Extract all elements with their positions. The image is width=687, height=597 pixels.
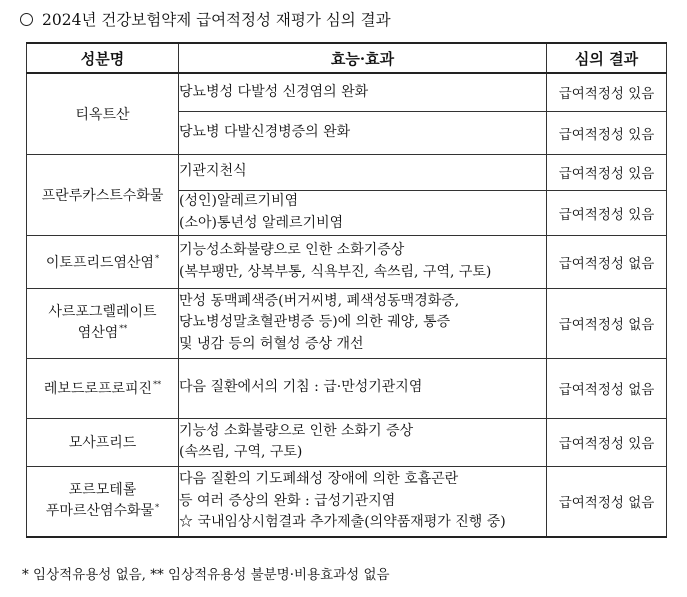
table-row — [27, 288, 667, 358]
efficacy-cell — [179, 235, 547, 288]
efficacy-line: 기능성 소화불량으로 인한 소화기 증상 — [179, 422, 414, 439]
table-row — [27, 418, 667, 466]
efficacy-cell — [179, 190, 547, 235]
ingredient-name: 레보드로프로피진 — [43, 381, 153, 397]
efficacy-line: 및 냉감 등의 허혈성 증상 개선 — [179, 335, 364, 352]
circle-bullet-icon — [20, 13, 33, 26]
efficacy-line: (소아)통년성 알레르기비염 — [179, 214, 344, 231]
efficacy-line: (복부팽만, 상복부통, 식욕부진, 속쓰림, 구역, 구토) — [179, 263, 492, 280]
result-cell: 급여적정성 없음 — [547, 466, 667, 537]
footnote-mark: * — [155, 253, 160, 263]
ingredient-name: 사르포그렐레이트 — [48, 303, 157, 320]
review-results-table — [26, 42, 667, 538]
result-cell: 급여적정성 있음 — [547, 154, 667, 190]
title-text: 2024년 건강보험약제 급여적정성 재평가 심의 결과 — [42, 11, 391, 29]
ingredient-cell — [27, 288, 179, 358]
header-ingredient: 성분명 — [27, 43, 179, 73]
efficacy-line: 당뇨병성말초혈관병증 등)에 의한 궤양, 통증 — [179, 314, 451, 331]
ingredient-cell — [27, 466, 179, 537]
table-row — [27, 358, 667, 418]
result-cell: 급여적정성 없음 — [547, 235, 667, 288]
result-cell: 급여적정성 없음 — [547, 288, 667, 358]
ingredient-name: 모사프리드 — [68, 435, 137, 451]
header-efficacy: 효능·효과 — [179, 43, 547, 73]
table-row — [27, 73, 667, 111]
efficacy-line: 당뇨병 다발신경병증의 완화 — [179, 123, 351, 140]
ingredient-cell — [27, 154, 179, 235]
table-row — [27, 235, 667, 288]
ingredient-name: 이토프리드염산염 — [45, 254, 155, 271]
footnote: * 임상적유용성 없음, ** 임상적유용성 불분명·비용효과성 없음 — [22, 567, 390, 583]
result-cell: 급여적정성 있음 — [547, 418, 667, 466]
efficacy-line: 만성 동맥폐색증(버거씨병, 폐색성동맥경화증, — [179, 292, 460, 309]
ingredient-name: 프란루카스트수화물 — [41, 187, 164, 204]
ingredient-cell — [27, 235, 179, 288]
result-cell: 급여적정성 있음 — [547, 190, 667, 235]
table-body — [27, 73, 667, 537]
result-cell: 급여적정성 없음 — [547, 358, 667, 418]
table-header-row — [27, 43, 667, 73]
footnote-mark: ** — [119, 324, 128, 334]
efficacy-line: ☆ 국내임상시험결과 추가제출(의약품재평가 진행 중) — [179, 514, 506, 530]
efficacy-cell — [179, 288, 547, 358]
result-cell: 급여적정성 있음 — [547, 111, 667, 154]
footnote-mark: ** — [153, 380, 162, 390]
efficacy-cell — [179, 73, 547, 111]
efficacy-line: (성인)알레르기비염 — [179, 193, 299, 209]
ingredient-name: 포르모테롤 — [68, 481, 137, 498]
efficacy-cell — [179, 418, 547, 466]
efficacy-line: 다음 질환에서의 기침 : 급·만성기관지염 — [179, 379, 423, 396]
ingredient-name: 티옥트산 — [75, 106, 130, 123]
ingredient-cell — [27, 358, 179, 418]
efficacy-line: (속쓰림, 구역, 구토) — [179, 444, 303, 460]
table-row — [27, 466, 667, 537]
efficacy-cell — [179, 466, 547, 537]
ingredient-name: 푸마르산염수화물 — [45, 503, 155, 520]
ingredient-cell — [27, 418, 179, 466]
header-result: 심의 결과 — [547, 43, 667, 73]
ingredient-name: 염산염 — [77, 325, 119, 341]
efficacy-line: 등 여러 증상의 완화 : 급성기관지염 — [179, 492, 396, 509]
document-title — [20, 7, 391, 31]
efficacy-line: 당뇨병성 다발성 신경염의 완화 — [179, 83, 369, 100]
efficacy-line: 기관지천식 — [179, 163, 247, 180]
table-row — [27, 154, 667, 190]
efficacy-line: 기능성소화불량으로 인한 소화기증상 — [179, 242, 405, 258]
efficacy-line: 다음 질환의 기도폐쇄성 장애에 의한 호흡곤란 — [179, 471, 459, 487]
efficacy-cell — [179, 358, 547, 418]
result-cell: 급여적정성 있음 — [547, 73, 667, 111]
efficacy-cell — [179, 154, 547, 190]
ingredient-cell — [27, 73, 179, 154]
efficacy-cell — [179, 111, 547, 154]
footnote-mark: * — [155, 502, 160, 512]
